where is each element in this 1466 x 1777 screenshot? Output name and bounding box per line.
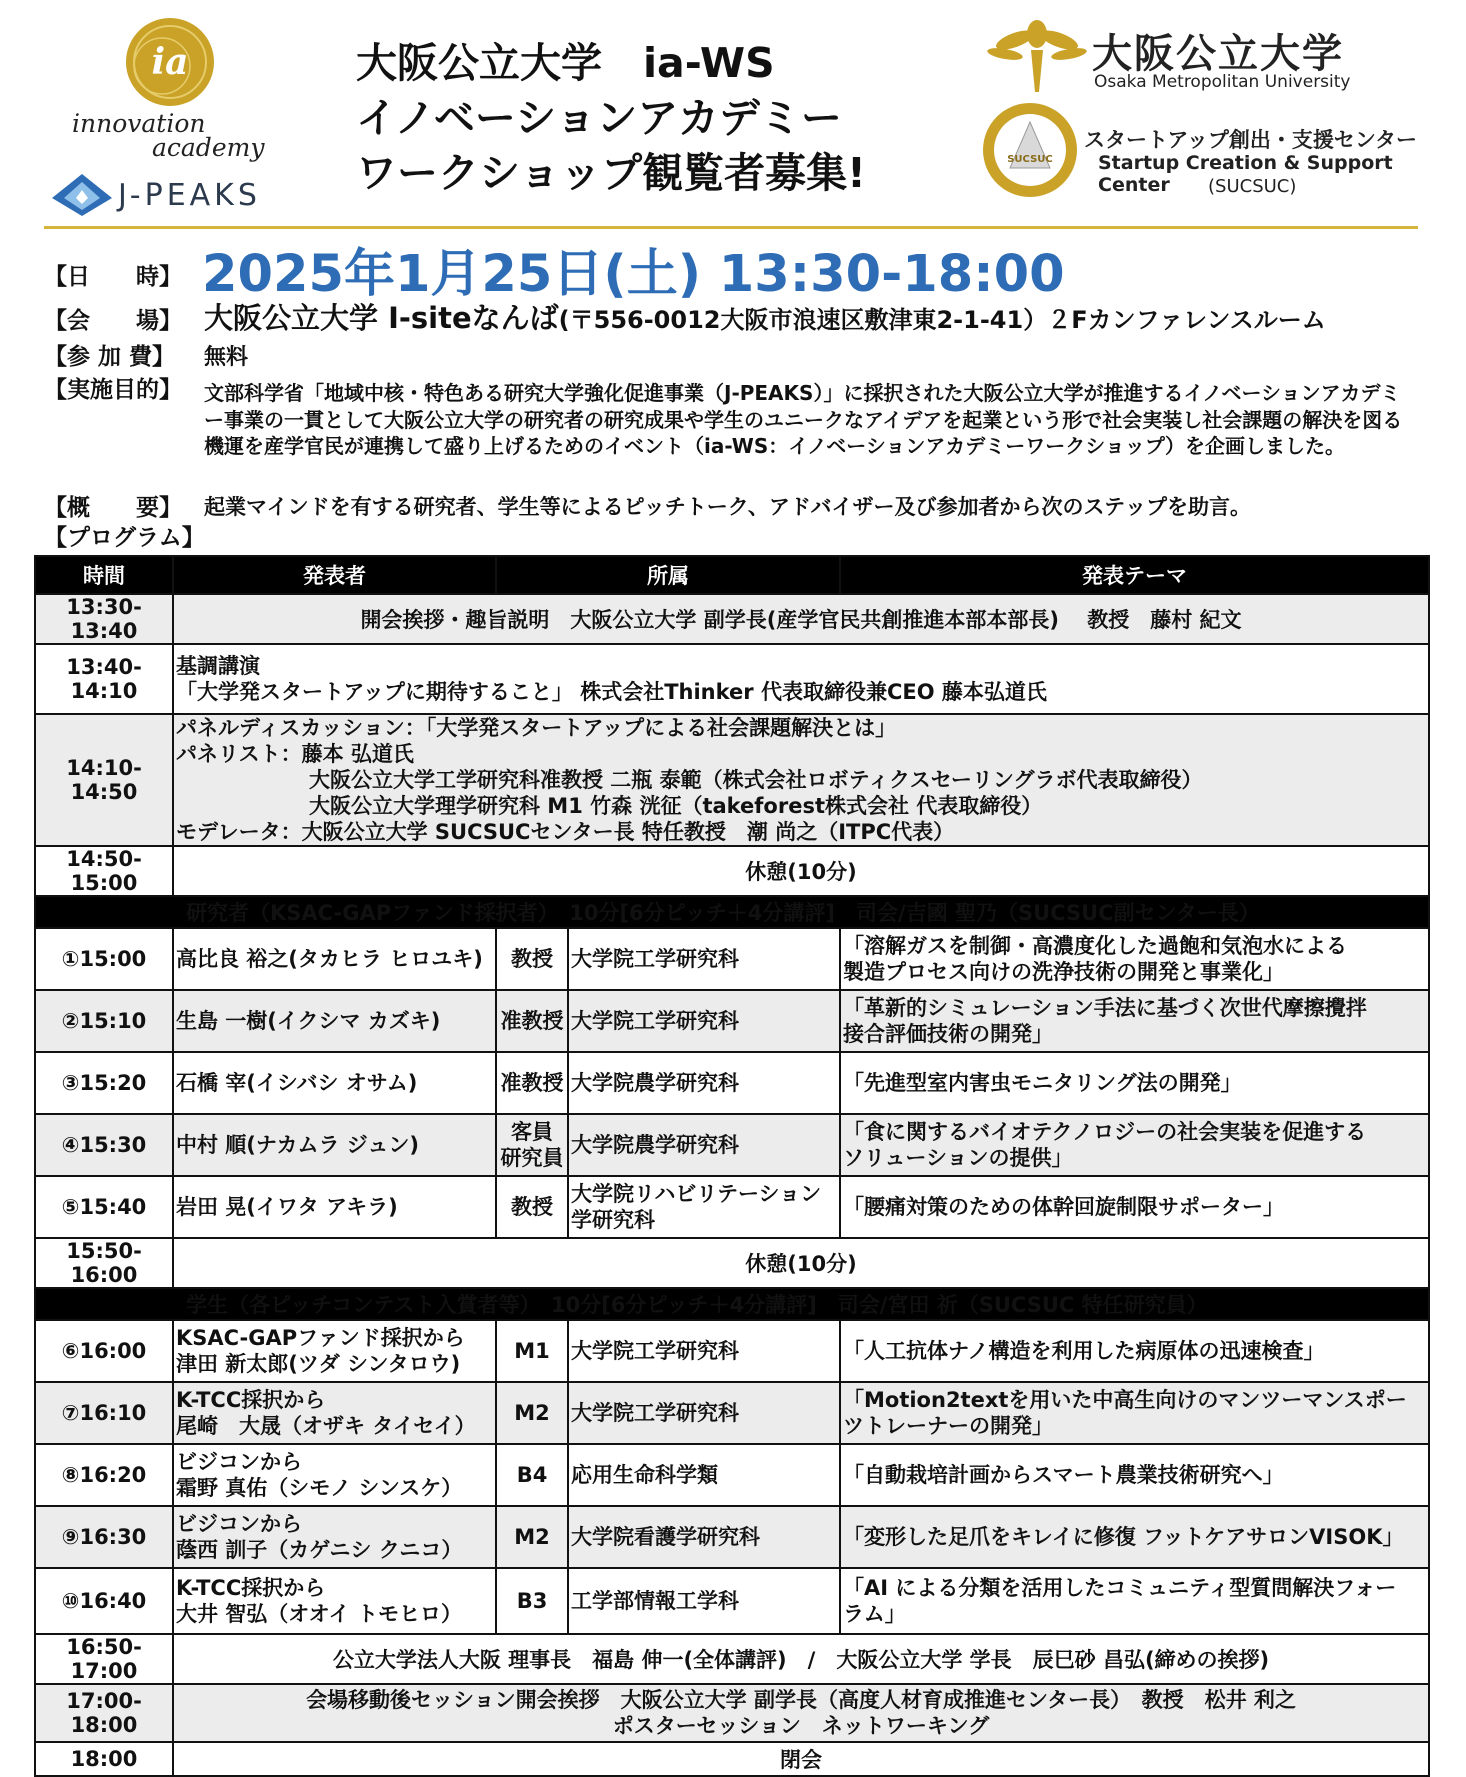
venue-main: 大阪公立大学 I-siteなんば [204,301,559,335]
ia-logo-wordmark [72,109,265,162]
keynote-line1: 基調講演 [176,654,260,678]
table-row [35,1444,1429,1506]
page-title [356,36,866,201]
panel-line2: パネリスト：藤本 弘道氏 [176,742,414,766]
presenter-cell: 中村 順(ナカムラ ジュン) [173,1114,496,1176]
program-table [34,555,1430,1777]
section-header-row [35,1288,1429,1320]
theme-cell: 「人工抗体ナノ構造を利用した病原体の迅速検査」 [840,1320,1429,1382]
closing-cell: 公立大学法人大阪 理事長 福島 伸一(全体講評) / 大阪公立大学 学長 辰巳砂 昌弘(締めの挨拶) [173,1634,1429,1684]
venue [204,296,1326,337]
venue-address: (〒556-0012大阪市浪速区敷津東2-1-41）２Fカンファレンスルーム [558,306,1326,334]
table-row [35,1684,1429,1742]
university-name-jp: 大阪公立大学 [1092,31,1344,77]
student-rows [35,1320,1429,1634]
purpose-label: 【実施目的】 [44,377,182,403]
theme-cell: 「Motion2textを用いた中高生向けのマンツーマンスポー ツトレーナーの開発」 [840,1382,1429,1444]
theme-cell: 「腰痛対策のための体幹回旋制限サポーター」 [840,1176,1429,1238]
affiliation-cell: 大学院工学研究科 [568,990,840,1052]
center-name-jp: スタートアップ創出・支援センター [1084,128,1418,152]
venue-label: 【会 場】 [44,308,182,334]
table-row [35,1382,1429,1444]
theme-cell: 「自動栽培計画からスマート農業技術研究へ」 [840,1444,1429,1506]
time-cell: ⑨16:30 [35,1506,173,1568]
center-name-en: Startup Creation & Support Center [1098,152,1393,196]
table-row [35,1634,1429,1684]
table-row [35,990,1429,1052]
presenter-cell: ビジコンから 蔭西 訓子（カゲニシ クニコ） [173,1506,496,1568]
table-row [35,928,1429,990]
opening-cell: 開会挨拶・趣旨説明 大阪公立大学 副学長(産学官民共創推進本部本部長) 教授 藤村 紀文 [173,594,1429,644]
title-cell: M1 [496,1320,568,1382]
title-cell: M2 [496,1506,568,1568]
summary-label: 【概 要】 [44,495,182,521]
theme-cell: 「革新的シミュレーション手法に基づく次世代摩擦攪拌 接合評価技術の開発」 [840,990,1429,1052]
title-cell: B3 [496,1568,568,1634]
university-name-en: Osaka Metropolitan University [1094,72,1351,92]
affiliation-cell: 大学院工学研究科 [568,928,840,990]
presenter-cell: KSAC-GAPファンド採択から 津田 新太郎(ツダ シンタロウ) [173,1320,496,1382]
keynote-cell [173,644,1429,714]
fee-label: 【参 加 費】 [44,344,176,370]
theme-cell: 「先進型室内害虫モニタリング法の開発」 [840,1052,1429,1114]
time-cell: ③15:20 [35,1052,173,1114]
title-cell: 教授 [496,1176,568,1238]
purpose-text: 文部科学省「地域中核・特色ある研究大学強化促進事業（J-PEAKS）」に採択された大阪公立大学が推進するイノベーションアカデミー事業の一貫として大阪公立大学の研究者の研究成果や学生のユニークなアイデアを起業という形で社会実装し社会課題の解決を図る機運を産学官民が連携して盛り上げるためのイベント（ia-WS：イノベーションアカデミーワークショップ）を企画しました。 [204,381,1403,458]
theme-cell: 「AI による分類を活用したコミュニティ型質問解決フォー ラム」 [840,1568,1429,1634]
time-cell: 15:50-16:00 [35,1238,173,1288]
table-row [35,644,1429,714]
theme-cell: 「変形した足爪をキレイに修復 フットケアサロンVISOK」 [840,1506,1429,1568]
panel-line5: モデレータ：大阪公立大学 SUCSUCセンター長 特任教授 潮 尚之（ITPC代表） [176,820,955,844]
title-cell: B4 [496,1444,568,1506]
ia-logo-line1: innovation [72,109,206,138]
session-line2: ポスターセッション ネットワーキング [612,1714,990,1738]
table-row [35,1052,1429,1114]
ia-logo-line2: academy [152,133,265,162]
affiliation-cell: 応用生命科学類 [568,1444,840,1506]
event-date: 2025年1月25日(土) 13:30-18:00 [202,245,1065,304]
title-line2: イノベーションアカデミー [356,94,842,142]
theme-cell: 「溶解ガスを制御・高濃度化した過飽和気泡水による 製造プロセス向けの洗浄技術の開発と事業化」 [840,928,1429,990]
program-label: 【プログラム】 [44,525,205,551]
table-row [35,846,1429,896]
table-row [35,1742,1429,1776]
time-cell: 14:10-14:50 [35,714,173,846]
affiliation-cell: 大学院看護学研究科 [568,1506,840,1568]
keynote-line2: 「大学発スタートアップに期待すること」 株式会社Thinker 代表取締役兼CEO 藤本弘道氏 [176,680,1047,704]
presenter-cell: 岩田 晃(イワタ アキラ) [173,1176,496,1238]
header-divider [44,226,1418,229]
time-cell: ⑩16:40 [35,1568,173,1634]
title-cell: 客員 研究員 [496,1114,568,1176]
time-cell: 14:50-15:00 [35,846,173,896]
presenter-cell: K-TCC採択から 大井 智弘（オオイ トモヒロ） [173,1568,496,1634]
header-time: 時間 [35,556,173,594]
table-row [35,714,1429,846]
table-row [35,1506,1429,1568]
break-cell: 休憩(10分) [173,1238,1429,1288]
presenter-cell: 石橋 宰(イシバシ オサム) [173,1052,496,1114]
panel-cell [173,714,1429,846]
table-row [35,1114,1429,1176]
table-header-row [35,556,1429,594]
time-cell: ②15:10 [35,990,173,1052]
affiliation-cell: 大学院工学研究科 [568,1382,840,1444]
affiliation-cell: 大学院農学研究科 [568,1114,840,1176]
university-emblem-icon [985,20,1089,94]
presenter-cell: K-TCC採択から 尾崎 大晟（オザキ タイセイ） [173,1382,496,1444]
table-row [35,1176,1429,1238]
session-cell [173,1684,1429,1742]
panel-line1: パネルディスカッション：「大学発スタートアップによる社会課題解決とは」 [176,716,897,740]
time-cell: ⑥16:00 [35,1320,173,1382]
session-line1: 会場移動後セッション開会挨拶 大阪公立大学 副学長（高度人材育成推進センター長） 教授 松井 利之 [306,1688,1296,1712]
affiliation-cell: 大学院工学研究科 [568,1320,840,1382]
affiliation-cell: 工学部情報工学科 [568,1568,840,1634]
theme-cell: 「食に関するバイオテクノロジーの社会実装を促進する ソリューションの提供」 [840,1114,1429,1176]
section-researchers: 研究者（KSAC-GAPファンド採択者） 10分[6分ピッチ＋4分講評] 司会/吉國 聖乃（SUCSUC副センター長） [35,896,1429,928]
researcher-rows [35,928,1429,1238]
header-affiliation: 所属 [496,556,840,594]
table-row [35,594,1429,644]
title-cell: 准教授 [496,1052,568,1114]
title-line1: 大阪公立大学 ia-WS [356,39,775,87]
time-cell: 17:00-18:00 [35,1684,173,1742]
time-cell: ④15:30 [35,1114,173,1176]
jpeaks-logo: J-PEAKS [118,178,261,213]
time-cell: 13:40-14:10 [35,644,173,714]
center-abbr: (SUCSUC) [1208,176,1297,197]
fee-value: 無料 [204,345,249,370]
section-header-row [35,896,1429,928]
time-cell: 18:00 [35,1742,173,1776]
time-cell: ⑧16:20 [35,1444,173,1506]
table-row [35,1238,1429,1288]
date-label: 【日 時】 [44,264,182,290]
title-cell: 教授 [496,928,568,990]
seal-text: SUCSUC [1007,154,1053,165]
panel-line3: 大阪公立大学工学研究科准教授 二瓶 泰範（株式会社ロボティクスセーリングラボ代表取締役） [309,768,1203,792]
ia-logo-icon [122,14,218,110]
jpeaks-mountain-icon [50,172,114,218]
presenter-cell: ビジコンから 霜野 真佑（シモノ シンスケ） [173,1444,496,1506]
presenter-cell: 高比良 裕之(タカヒラ ヒロユキ) [173,928,496,990]
panel-line4: 大阪公立大学理学研究科 M1 竹森 洸征（takeforest株式会社 代表取締役） [309,794,1043,818]
title-cell: M2 [496,1382,568,1444]
time-cell: ⑤15:40 [35,1176,173,1238]
header-theme: 発表テーマ [840,556,1429,594]
end-cell: 閉会 [173,1742,1429,1776]
affiliation-cell: 大学院リハビリテーション 学研究科 [568,1176,840,1238]
ia-logo-letters: ia [151,41,189,83]
title-cell: 准教授 [496,990,568,1052]
header-presenter: 発表者 [173,556,496,594]
time-cell: 13:30-13:40 [35,594,173,644]
presenter-cell: 生島 一樹(イクシマ カズキ) [173,990,496,1052]
table-row [35,1568,1429,1634]
section-students: 学生（各ピッチコンテスト入賞者等） 10分[6分ピッチ＋4分講評] 司会/宮田 祈（SUCSUC 特任研究員） [35,1288,1429,1320]
time-cell: ①15:00 [35,928,173,990]
time-cell: 16:50-17:00 [35,1634,173,1684]
title-line3: ワークショップ観覧者募集! [356,149,866,197]
time-cell: ⑦16:10 [35,1382,173,1444]
summary-text: 起業マインドを有する研究者、学生等によるピッチトーク、アドバイザー及び参加者から次のステップを助言。 [204,495,1252,519]
affiliation-cell: 大学院農学研究科 [568,1052,840,1114]
sucsuc-seal-icon [980,100,1080,200]
table-row [35,1320,1429,1382]
break-cell: 休憩(10分) [173,846,1429,896]
